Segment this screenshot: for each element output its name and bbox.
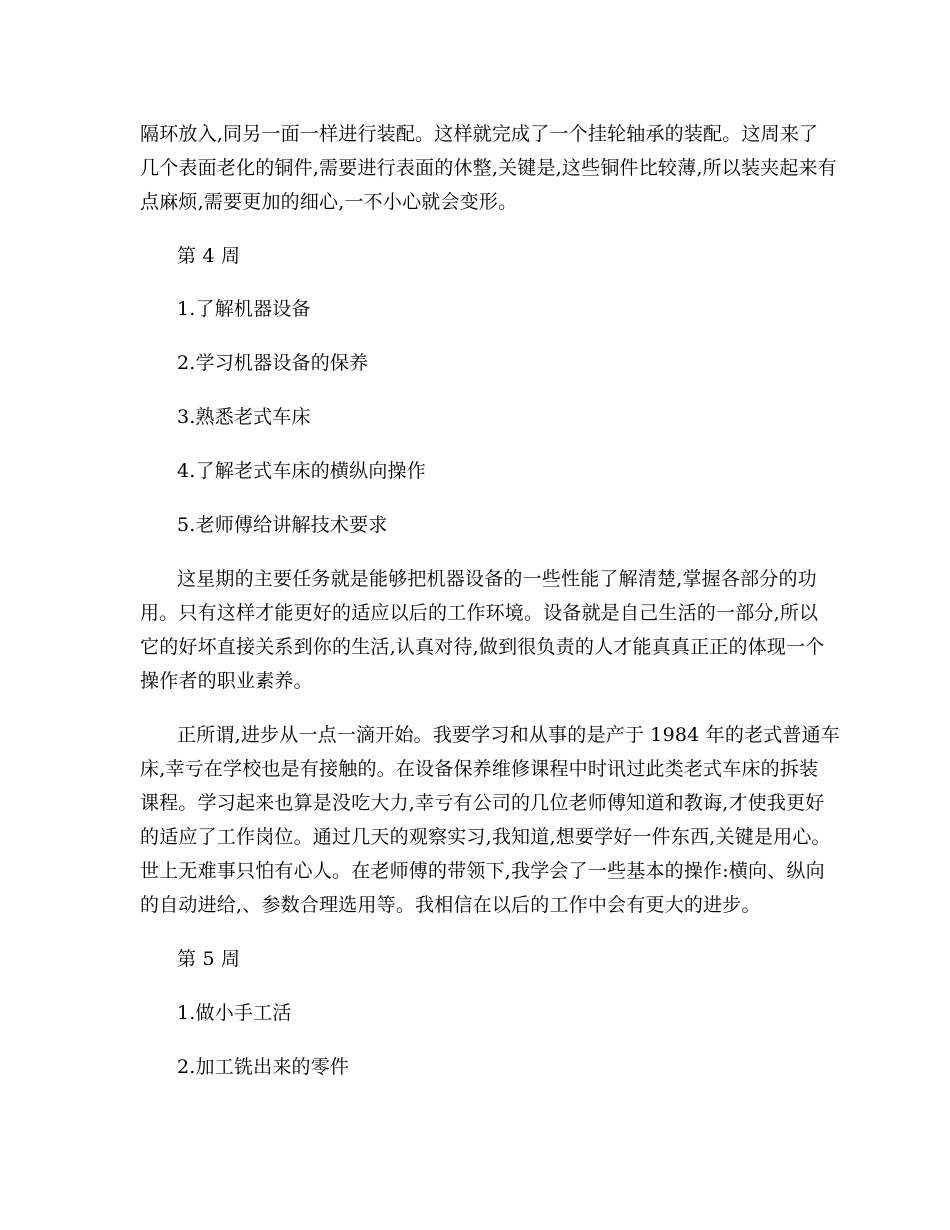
list-item: 2.加工铣出来的零件 [177, 1056, 350, 1078]
list-item: 5.老师傅给讲解技术要求 [177, 514, 388, 536]
paragraph-line: 几个表面老化的铜件,需要进行表面的休整,关键是,这些铜件比较薄,所以装夹起来有 [140, 157, 837, 179]
week-heading: 第 5 周 [177, 948, 241, 970]
paragraph-line: 课程。学习起来也算是没吃大力,幸亏有公司的几位老师傅知道和教诲,才使我更好 [140, 792, 825, 814]
paragraph-line: 点麻烦,需要更加的细心,一不小心就会变形。 [140, 191, 518, 213]
paragraph-line: 用。只有这样才能更好的适应以后的工作环境。设备就是自己生活的一部分,所以 [140, 602, 819, 624]
list-item: 3.熟悉老式车床 [177, 406, 311, 428]
list-item: 2.学习机器设备的保养 [177, 352, 369, 374]
paragraph-line: 的自动进给,、参数合理选用等。我相信在以后的工作中会有更大的进步。 [140, 894, 761, 916]
paragraph-line: 隔环放入,同另一面一样进行装配。这样就完成了一个挂轮轴承的装配。这周来了 [140, 123, 819, 145]
paragraph-line: 操作者的职业素养。 [140, 670, 313, 692]
paragraph-line: 它的好坏直接关系到你的生活,认真对待,做到很负责的人才能真真正正的体现一个 [140, 636, 825, 658]
paragraph-line: 这星期的主要任务就是能够把机器设备的一些性能了解清楚,掌握各部分的功 [177, 568, 817, 590]
paragraph-line: 正所谓,进步从一点一滴开始。我要学习和从事的是产于 1984 年的老式普通车 [177, 724, 841, 746]
week-heading: 第 4 周 [177, 245, 241, 267]
paragraph-line: 的适应了工作岗位。通过几天的观察实习,我知道,想要学好一件东西,关键是用心。 [140, 826, 831, 848]
paragraph-line: 世上无难事只怕有心人。在老师傅的带领下,我学会了一些基本的操作:横向、纵向 [140, 860, 825, 882]
list-item: 1.了解机器设备 [177, 298, 311, 320]
list-item: 1.做小手工活 [177, 1002, 292, 1024]
paragraph-line: 床,幸亏在学校也是有接触的。在设备保养维修课程中时讯过此类老式车床的拆装 [140, 758, 819, 780]
list-item: 4.了解老式车床的横纵向操作 [177, 460, 426, 482]
